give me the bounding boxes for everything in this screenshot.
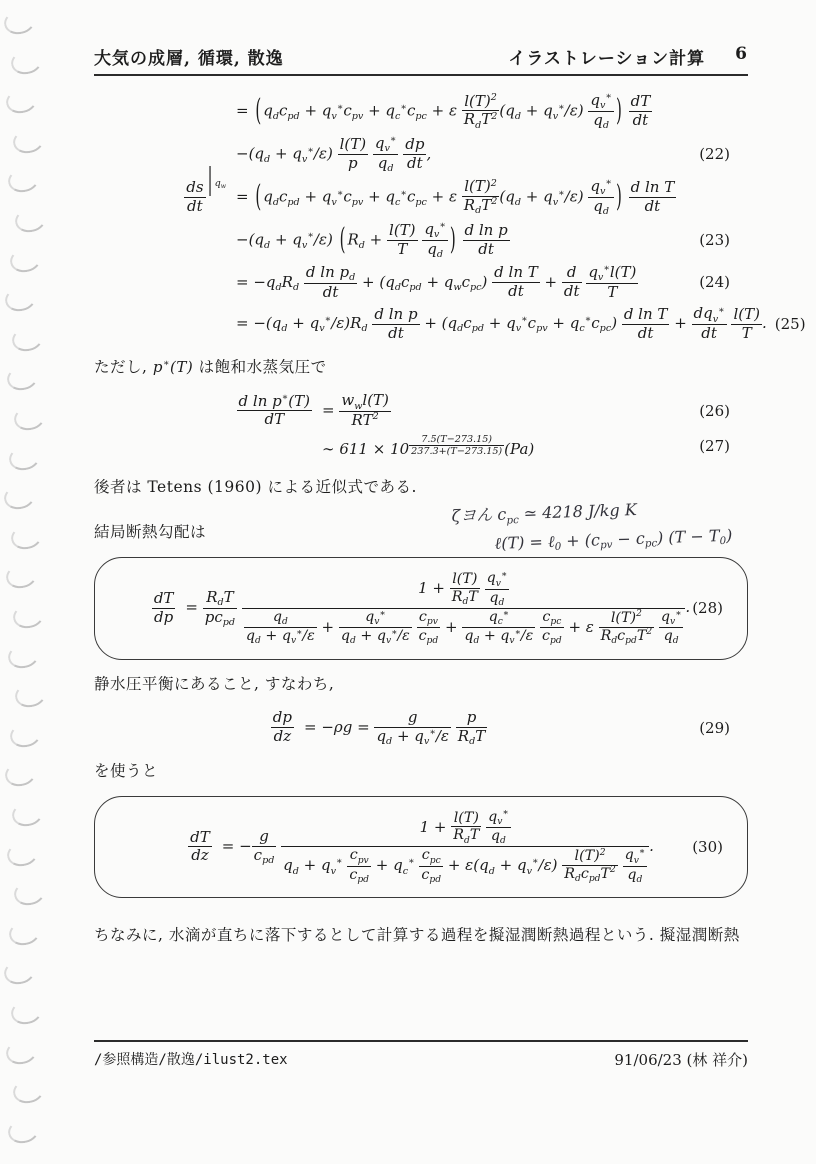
- paragraph-using-this: を使うと: [94, 761, 159, 780]
- binder-ring-mark: [10, 799, 45, 829]
- equation-number-23: (23): [699, 231, 730, 250]
- equation-lhs: ds dt | qw: [186, 160, 226, 215]
- binder-ring-mark: [4, 1037, 39, 1067]
- paragraph-adiabatic-lapse: 結局断熱勾配は: [94, 523, 207, 542]
- binder-ring-mark: [4, 86, 39, 116]
- equation-number-24: (24): [699, 273, 730, 292]
- paragraph-hydrostatic: 静水圧平衡にあること, すなわち,: [94, 674, 335, 693]
- boxed-equation-30: [94, 796, 748, 898]
- header-title-right: イラストレーション計算: [508, 49, 706, 69]
- footer-file-path: /参照構造/散逸/ilust2.tex: [94, 1052, 288, 1068]
- binder-ring-mark: [4, 561, 39, 591]
- equation-row: [94, 221, 748, 260]
- page-number: 6: [735, 44, 748, 64]
- equation-number-27: (27): [699, 436, 730, 455]
- binder-ring-mark: [3, 284, 38, 314]
- paragraph-saturation-vapor: [94, 356, 748, 379]
- equation-row: [94, 434, 748, 458]
- equation-row: [94, 92, 748, 131]
- equation-body: = −(qd + qv∗/ε)Rd $\frac{\text{d ln p}}{dt}$ + (qdcpd + qv∗cpv + qc∗cpc) $\frac{\text{d ln T}}{dt}$ + dqv∗ dt $\frac{l(T)}{T}$ .: [236, 304, 767, 343]
- equation-number-28: (28): [692, 599, 723, 618]
- binder-ring-mark: [13, 680, 48, 710]
- equation-block-29: [94, 709, 748, 747]
- page-footer: [94, 1040, 748, 1070]
- equation-body: = ( qdcpd + qv∗cpv + qc∗cpc + ε l(T)2 RdT2 (qd + qv∗/ε) $\frac{qv∗}{qd}$ ) $\frac{dT}{dt}$: [236, 91, 651, 132]
- inline-math: p∗(T): [152, 357, 194, 376]
- page-header: [94, 44, 748, 76]
- handwritten-note: [451, 493, 763, 556]
- binder-ring-mark: [7, 443, 42, 473]
- binder-ring-mark: [8, 720, 43, 750]
- equation-body: −(qd + qv∗/ε) ( Rd + $\frac{l(T)}{T}$ $\frac{qv∗}{qd}$ ) $\frac{\text{d ln p}}{dt}$: [236, 219, 508, 261]
- equation-number-25: (25): [774, 315, 806, 334]
- binder-ring-mark: [2, 482, 37, 512]
- binder-ring-mark: [2, 957, 37, 987]
- binder-ring-mark: [8, 245, 43, 275]
- equation-number-26: (26): [699, 401, 730, 420]
- binder-ring-mark: [13, 205, 48, 235]
- equation-row: [115, 570, 727, 646]
- equation-row: [94, 160, 748, 218]
- binder-ring-mark: [9, 997, 44, 1027]
- paragraph-pseudo-moist-adiabatic: ちなみに, 水滴が直ちに落下するとして計算する過程を擬湿潤断熱過程という. 擬湿潤断熱: [94, 926, 740, 944]
- equation-row: [94, 392, 748, 430]
- equation-body: = −ρg = $\frac{g}{qd + qv∗/\varepsilon}$ p RdT: [304, 707, 486, 747]
- binder-ring-mark: [11, 126, 46, 156]
- binder-ring-mark: [6, 1116, 41, 1146]
- equation-lhs: d ln p∗(T) dT: [238, 391, 310, 429]
- binder-ring-mark: [10, 324, 45, 354]
- paragraph-text: ただし,: [94, 357, 153, 376]
- equation-body: = − g cpd 1 + l(T) RdT $\frac{qv∗}{qd}$ qd + qv∗ cpv cpd + qc∗ cpc cpd + ε(qd + qv∗/ε) l(T)2 RdcpdT2 $\frac{qv∗}{qd}$ .: [221, 808, 654, 885]
- paragraph-text: は飽和水蒸気圧で: [193, 357, 327, 376]
- header-right: [508, 44, 748, 69]
- equation-lhs: dT dz: [190, 827, 210, 865]
- binder-ring-mark: [6, 165, 41, 195]
- equation-body: = ( qdcpd + qv∗cpv + qc∗cpc + ε l(T)2 RdT2 (qd + qv∗/ε) $\frac{qv∗}{qd}$ ) $\frac{\text{d ln T}}{dt}$: [236, 176, 675, 218]
- binder-ring-mark: [5, 363, 40, 393]
- equation-body: = −qdRd $\frac{\text{d ln pd}}{dt}$ + (qdcpd + qwcpc) $\frac{\text{d ln T}}{dt}$ + $\frac{d}{dt}$ $\frac{qv∗l(T)}{T}$: [236, 262, 637, 301]
- binder-ring-mark: [3, 759, 38, 789]
- binder-ring-mark: [6, 641, 41, 671]
- boxed-equation-28: [94, 557, 748, 659]
- equation-block-22-25: [94, 91, 806, 343]
- equation-number-30: (30): [692, 837, 723, 856]
- equation-body: −(qd + qv∗/ε) $\frac{l(T)}{p}$ $\frac{qv∗}{qd}$ $\frac{dp}{dt}$ ,: [236, 133, 432, 175]
- header-title-left: 大気の成層, 循環, 散逸: [94, 49, 284, 69]
- equation-body: ∼ 611 × 10 $\frac{7.5(T-273.15)}{237.3+(T-273.15)}$ (Pa): [322, 433, 535, 458]
- binder-ring-mark: [5, 839, 40, 869]
- equation-row: [115, 809, 727, 885]
- equation-body: = wwl(T) RT2: [322, 391, 389, 430]
- equation-lhs: dp dz: [272, 708, 292, 746]
- equation-row: [94, 135, 748, 174]
- equation-number-22: (22): [699, 145, 730, 164]
- equation-lhs: dT dp: [153, 589, 174, 626]
- binder-ring-mark: [2, 7, 37, 37]
- equation-body: = RdT pcpd 1 + l(T) RdT $\frac{qv∗}{qd}$ $\frac{qd}{qd + qv∗/\varepsilon}$ + $\frac{qv∗}{qd + qv∗/\varepsilon}$ cpv cpd + $\frac{qc∗}{qd + qv∗/\varepsilon}$ cpc cpd + ε l(T)2 RdcpdT2 $\frac{qv∗}{qd}$ .: [185, 569, 691, 647]
- binder-ring-mark: [9, 522, 44, 552]
- equation-row: [94, 304, 806, 343]
- binder-ring-mark: [7, 918, 42, 948]
- equation-row: [94, 709, 748, 747]
- binder-ring-mark: [11, 1076, 46, 1106]
- binder-ring-mark: [12, 878, 47, 908]
- binder-ring-mark: [11, 601, 46, 631]
- paragraph-tetens: 後者は Tetens (1960) による近似式である.: [94, 477, 417, 496]
- handwritten-line-cpc-value: ζヨん cpc ≃ 4218 J/kg K: [451, 499, 638, 527]
- binder-ring-mark: [9, 47, 44, 77]
- binder-ring-mark: [12, 403, 47, 433]
- equation-block-26-27: [94, 392, 748, 458]
- equation-number-29: (29): [699, 718, 730, 737]
- footer-date-author: 91/06/23 (林 祥介): [614, 1051, 748, 1069]
- handwritten-line-latent-heat: ℓ(T) = ℓ0 + (cpv − cpc) (T − T0): [494, 525, 733, 554]
- equation-row: [94, 264, 748, 302]
